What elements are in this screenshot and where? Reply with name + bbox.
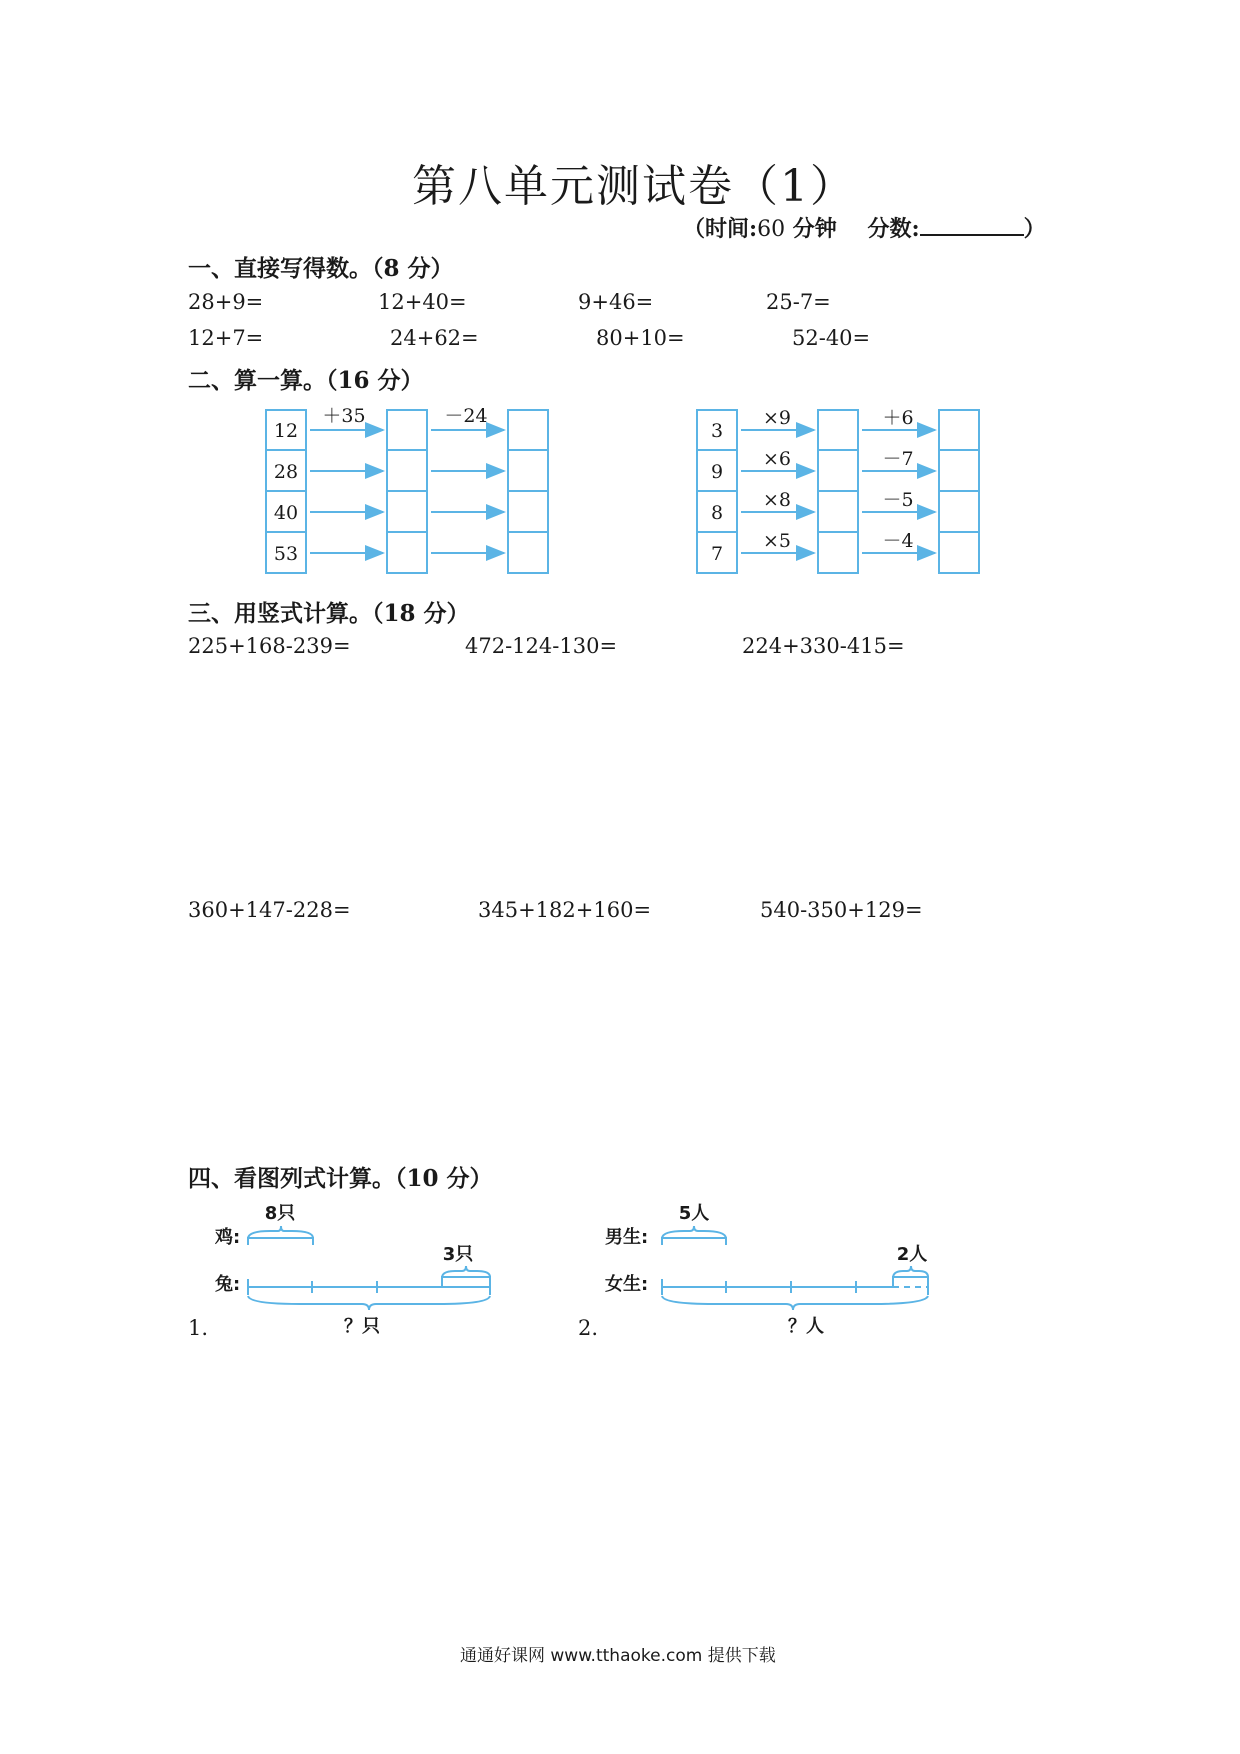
s1-expr-5: 12+7= <box>188 326 264 350</box>
bm1-extra-amount: 3只 <box>442 1244 474 1265</box>
page-title: 第八单元测试卷（1） <box>412 161 856 212</box>
arithmetic-chain-diagrams <box>0 0 1240 600</box>
s3-expr-2: 472-124-130= <box>465 634 618 658</box>
bm1-number: 1. <box>188 1316 209 1340</box>
section-1-title: 一、直接写得数。 <box>188 256 372 282</box>
bm1-question: ？只 <box>344 1316 380 1337</box>
d2-input-3: 8 <box>710 502 724 524</box>
section-4-title: 四、看图列式计算。 <box>188 1166 395 1192</box>
section-3-title: 三、用竖式计算。 <box>188 601 372 627</box>
section-2-points: （16 分） <box>326 367 424 394</box>
bm1-top-amount: 8只 <box>264 1203 296 1224</box>
d2-input-2: 9 <box>710 461 724 483</box>
meta-open: （时间: <box>683 216 758 242</box>
d2-op2-1: ＋6 <box>882 407 914 429</box>
bm2-label-top: 男生: <box>605 1227 649 1248</box>
d2-op1-3: ×8 <box>762 489 792 511</box>
bm2-number: 2. <box>578 1316 599 1340</box>
s3-expr-6: 540-350+129= <box>760 898 923 922</box>
section-1-points: （8 分） <box>372 255 454 282</box>
section-4-points: （10 分） <box>395 1165 493 1192</box>
d1-input-3: 40 <box>273 502 299 524</box>
d1-input-2: 28 <box>273 461 299 483</box>
bm2-label-bottom: 女生: <box>605 1274 649 1295</box>
section-3-heading <box>188 595 470 628</box>
d1-op-2: －24 <box>444 405 488 427</box>
bar-model-1 <box>248 1226 490 1310</box>
s3-expr-4: 360+147-228= <box>188 898 351 922</box>
s1-expr-1: 28+9= <box>188 290 264 314</box>
score-label: 分数: <box>867 216 920 242</box>
d1-input-1: 12 <box>273 420 299 442</box>
bm2-question: ？人 <box>788 1316 824 1337</box>
d2-op1-2: ×6 <box>762 448 792 470</box>
s1-expr-4: 25-7= <box>766 290 831 314</box>
section-4-heading <box>188 1160 493 1193</box>
s3-expr-3: 224+330-415= <box>742 634 905 658</box>
bm2-top-amount: 5人 <box>678 1203 710 1224</box>
bar-model-2 <box>662 1226 928 1310</box>
d1-op-1: ＋35 <box>322 405 366 427</box>
diagram-add-subtract <box>266 410 548 573</box>
d2-input-1: 3 <box>710 420 724 442</box>
footer-credit: 通通好课网 www.tthaoke.com 提供下载 <box>460 1646 776 1666</box>
s1-expr-7: 80+10= <box>596 326 685 350</box>
s1-expr-3: 9+46= <box>578 290 654 314</box>
d2-op2-2: －7 <box>882 448 914 470</box>
s1-expr-8: 52-40= <box>792 326 871 350</box>
s3-expr-5: 345+182+160= <box>478 898 652 922</box>
d2-op2-3: －5 <box>882 489 914 511</box>
time-value: 60 <box>757 217 786 242</box>
bm2-extra-amount: 2人 <box>896 1244 928 1265</box>
d2-op1-1: ×9 <box>762 407 792 429</box>
d2-op1-4: ×5 <box>762 530 792 552</box>
d2-op2-4: －4 <box>882 530 914 552</box>
s1-expr-6: 24+62= <box>390 326 479 350</box>
d2-input-4: 7 <box>710 543 724 565</box>
bar-model-diagrams <box>0 1190 1240 1340</box>
section-3-points: （18 分） <box>372 600 470 627</box>
bm1-label-top: 鸡: <box>215 1227 241 1248</box>
meta-close: ） <box>1023 216 1046 242</box>
bm1-label-bottom: 兔: <box>215 1274 241 1295</box>
diagram-multiply-chain <box>697 410 979 573</box>
section-2-title: 二、算一算。 <box>188 368 326 394</box>
s3-expr-1: 225+168-239= <box>188 634 351 658</box>
s1-expr-2: 12+40= <box>378 290 467 314</box>
time-unit: 分钟 <box>785 216 837 242</box>
d1-input-4: 53 <box>273 543 299 565</box>
